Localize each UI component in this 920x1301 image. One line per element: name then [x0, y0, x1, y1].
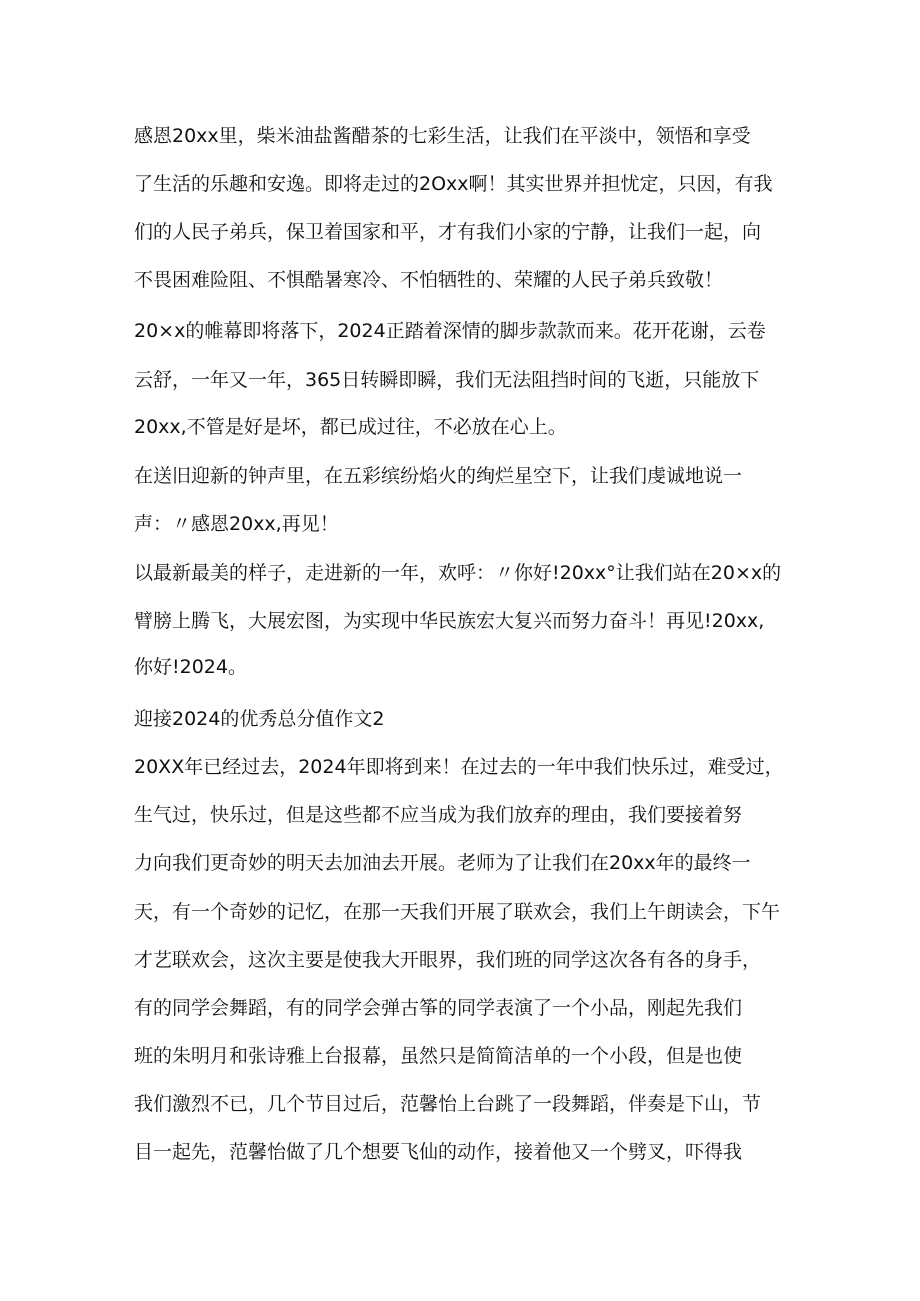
text-line: 们的人民子弟兵，保卫着国家和平，才有我们小家的宁静，让我们一起，向 — [134, 221, 762, 243]
text-line: 在送旧迎新的钟声里，在五彩缤纷焰火的绚烂星空下，让我们虔诚地说一 — [134, 465, 743, 487]
text-line: 才艺联欢会，这次主要是使我大开眼界，我们班的同学这次各有各的身手， — [134, 949, 762, 971]
text-line: 班的朱明月和张诗雅上台报幕，虽然只是简简洁单的一个小段，但是也使 — [134, 1045, 743, 1067]
text-line: 臂膀上腾飞，大展宏图，为实现中华民族宏大复兴而努力奋斗！再见!20xx, — [134, 610, 765, 632]
text-line: 声：〃感恩20xx,再见！ — [134, 513, 339, 535]
text-line: 20xx,不管是好是坏，都已成过往，不必放在心上。 — [134, 416, 567, 438]
text-line: 了生活的乐趣和安逸。即将走过的2Oxx啊！其实世界并担忧定，只因，有我 — [134, 173, 773, 195]
section-heading: 迎接2024的优秀总分值作文2 — [134, 708, 385, 730]
text-line: 生气过，快乐过，但是这些都不应当成为我们放弃的理由，我们要接着努 — [134, 804, 743, 826]
text-line: 云舒，一年又一年，365日转瞬即瞬，我们无法阻挡时间的飞逝，只能放下 — [134, 369, 760, 391]
text-line: 20XX年已经过去，2024年即将到来！在过去的一年中我们快乐过，难受过， — [134, 756, 784, 778]
text-line: 天，有一个奇妙的记忆，在那一天我们开展了联欢会，我们上午朗读会，下午 — [134, 901, 781, 923]
text-line: 你好!2024。 — [134, 656, 247, 678]
text-line: 感恩20xx里，柴米油盐酱醋茶的七彩生活，让我们在平淡中，领悟和享受 — [134, 125, 751, 147]
text-line: 目一起先，范馨怡做了几个想要飞仙的动作，接着他又一个劈叉，吓得我 — [134, 1141, 743, 1163]
text-line: 我们激烈不已，几个节目过后，范馨怡上台跳了一段舞蹈，伴奏是下山，节 — [134, 1093, 762, 1115]
text-line: 不畏困难险阻、不惧酷暑寒冷、不怕牺牲的、荣耀的人民子弟兵致敬！ — [134, 269, 724, 291]
text-line: 有的同学会舞蹈，有的同学会弹古筝的同学表演了一个小品，刚起先我们 — [134, 997, 743, 1019]
text-line: 20×x的帷幕即将落下，2024正踏着深情的脚步款款而来。花开花谢，云卷 — [134, 320, 766, 342]
text-line: 以最新最美的样子，走进新的一年，欢呼：〃你好!20xx°让我们站在20×x的 — [134, 562, 782, 584]
text-line: 力向我们更奇妙的明天去加油去开展。老师为了让我们在20xx年的最终一 — [134, 852, 751, 874]
